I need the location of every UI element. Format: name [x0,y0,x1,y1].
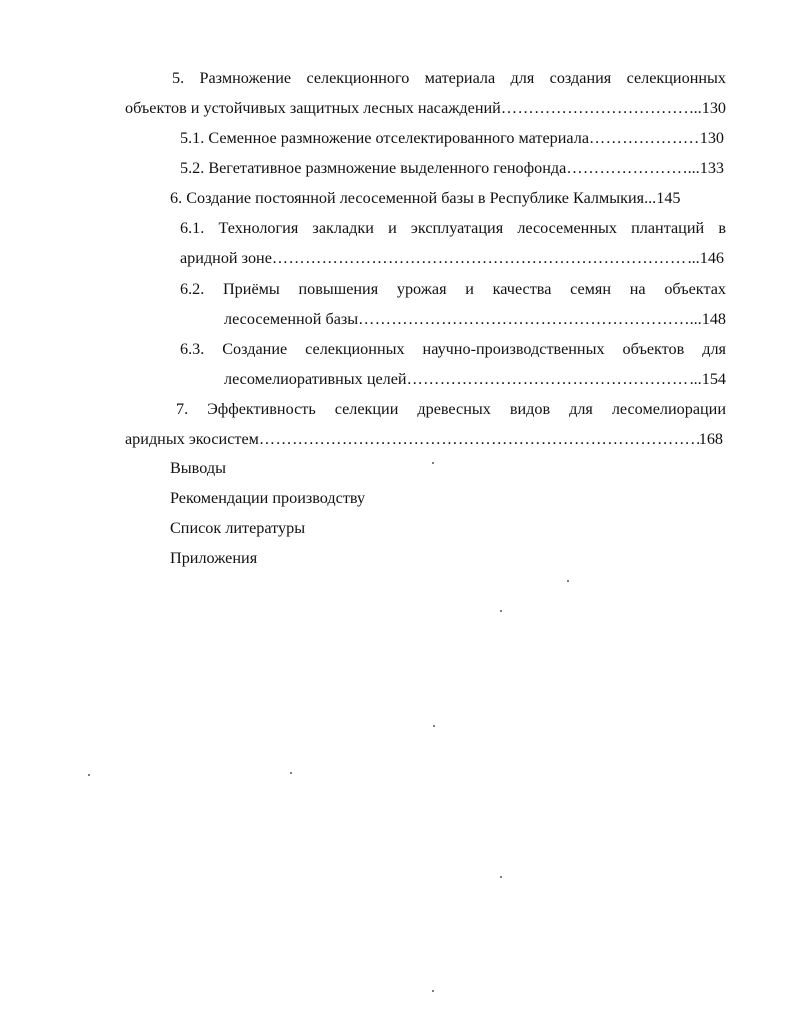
toc-entry-6 [170,188,726,208]
toc-entry-text: аридной зоне [180,249,272,267]
page-number: ...133 [687,159,724,177]
toc-entry-6-3-line1: 6.3. Создание селекционных научно-производственных объектов для [180,340,726,358]
toc-entry-text: 5.2. Вегетативное размножение выделенного генофонда [180,159,567,177]
dot-leader [272,248,688,268]
toc-entry-appendices: Приложения [170,549,258,567]
scan-speck [500,876,502,878]
toc-entry-text: 6. Создание постоянной лесосеменной базы в Республике Калмыкия [170,189,645,207]
page-number: ...154 [689,370,726,388]
toc-entry-text: объектов и устойчивых защитных лесных насаждений [125,99,501,117]
toc-entry-references: Список литературы [170,519,306,537]
toc-entry-text: 5.1. Семенное размножение отселектированного материала [180,129,590,147]
toc-entry-6-1-line1: 6.1. Технология закладки и эксплуатация лесосеменных плантаций в [180,219,726,237]
scan-speck [500,610,502,612]
scan-speck [432,462,434,464]
page-number: ...148 [689,310,726,328]
dot-leader [407,369,690,389]
toc-entry-5-1 [180,128,724,148]
scan-speck [433,725,435,727]
toc-entry-7-line1: 7. Эффективность селекции древесных видов для лесомелиорации [176,400,726,418]
scan-speck [432,990,434,992]
toc-entry-6-1-line2 [180,248,724,268]
toc-entry-6-2-line1: 6.2. Приёмы повышения урожая и качества семян на объектах [180,280,726,298]
page-number: ...145 [644,189,681,207]
dot-leader [259,429,699,449]
toc-entry-text: аридных экосистем [125,430,259,448]
toc-entry-5-line1: 5. Размножение селекционного материала для создания селекционных [172,69,726,87]
toc-entry-5-line2 [125,98,726,118]
dot-leader [501,98,694,118]
toc-entry-text: лесомелиоративных целей [224,370,407,388]
toc-entry-6-3-line2 [224,369,726,389]
toc-entry-recommendations: Рекомендации производству [170,489,366,507]
toc-entry-conclusions: Выводы [170,459,226,477]
page-number: ..130 [693,99,726,117]
page-number: 130 [699,129,724,147]
dot-leader [566,158,687,178]
dot-leader [358,309,689,329]
toc-entry-text: лесосеменной базы [224,310,359,328]
toc-entry-7-line2 [125,429,723,449]
scan-speck [290,772,292,774]
scan-speck [567,580,569,582]
page-number: ...146 [687,249,724,267]
scan-speck [88,774,90,776]
toc-entry-5-2 [180,158,724,178]
toc-entry-6-2-line2 [224,309,726,329]
page-number: 168 [698,430,723,448]
dot-leader [589,128,700,148]
